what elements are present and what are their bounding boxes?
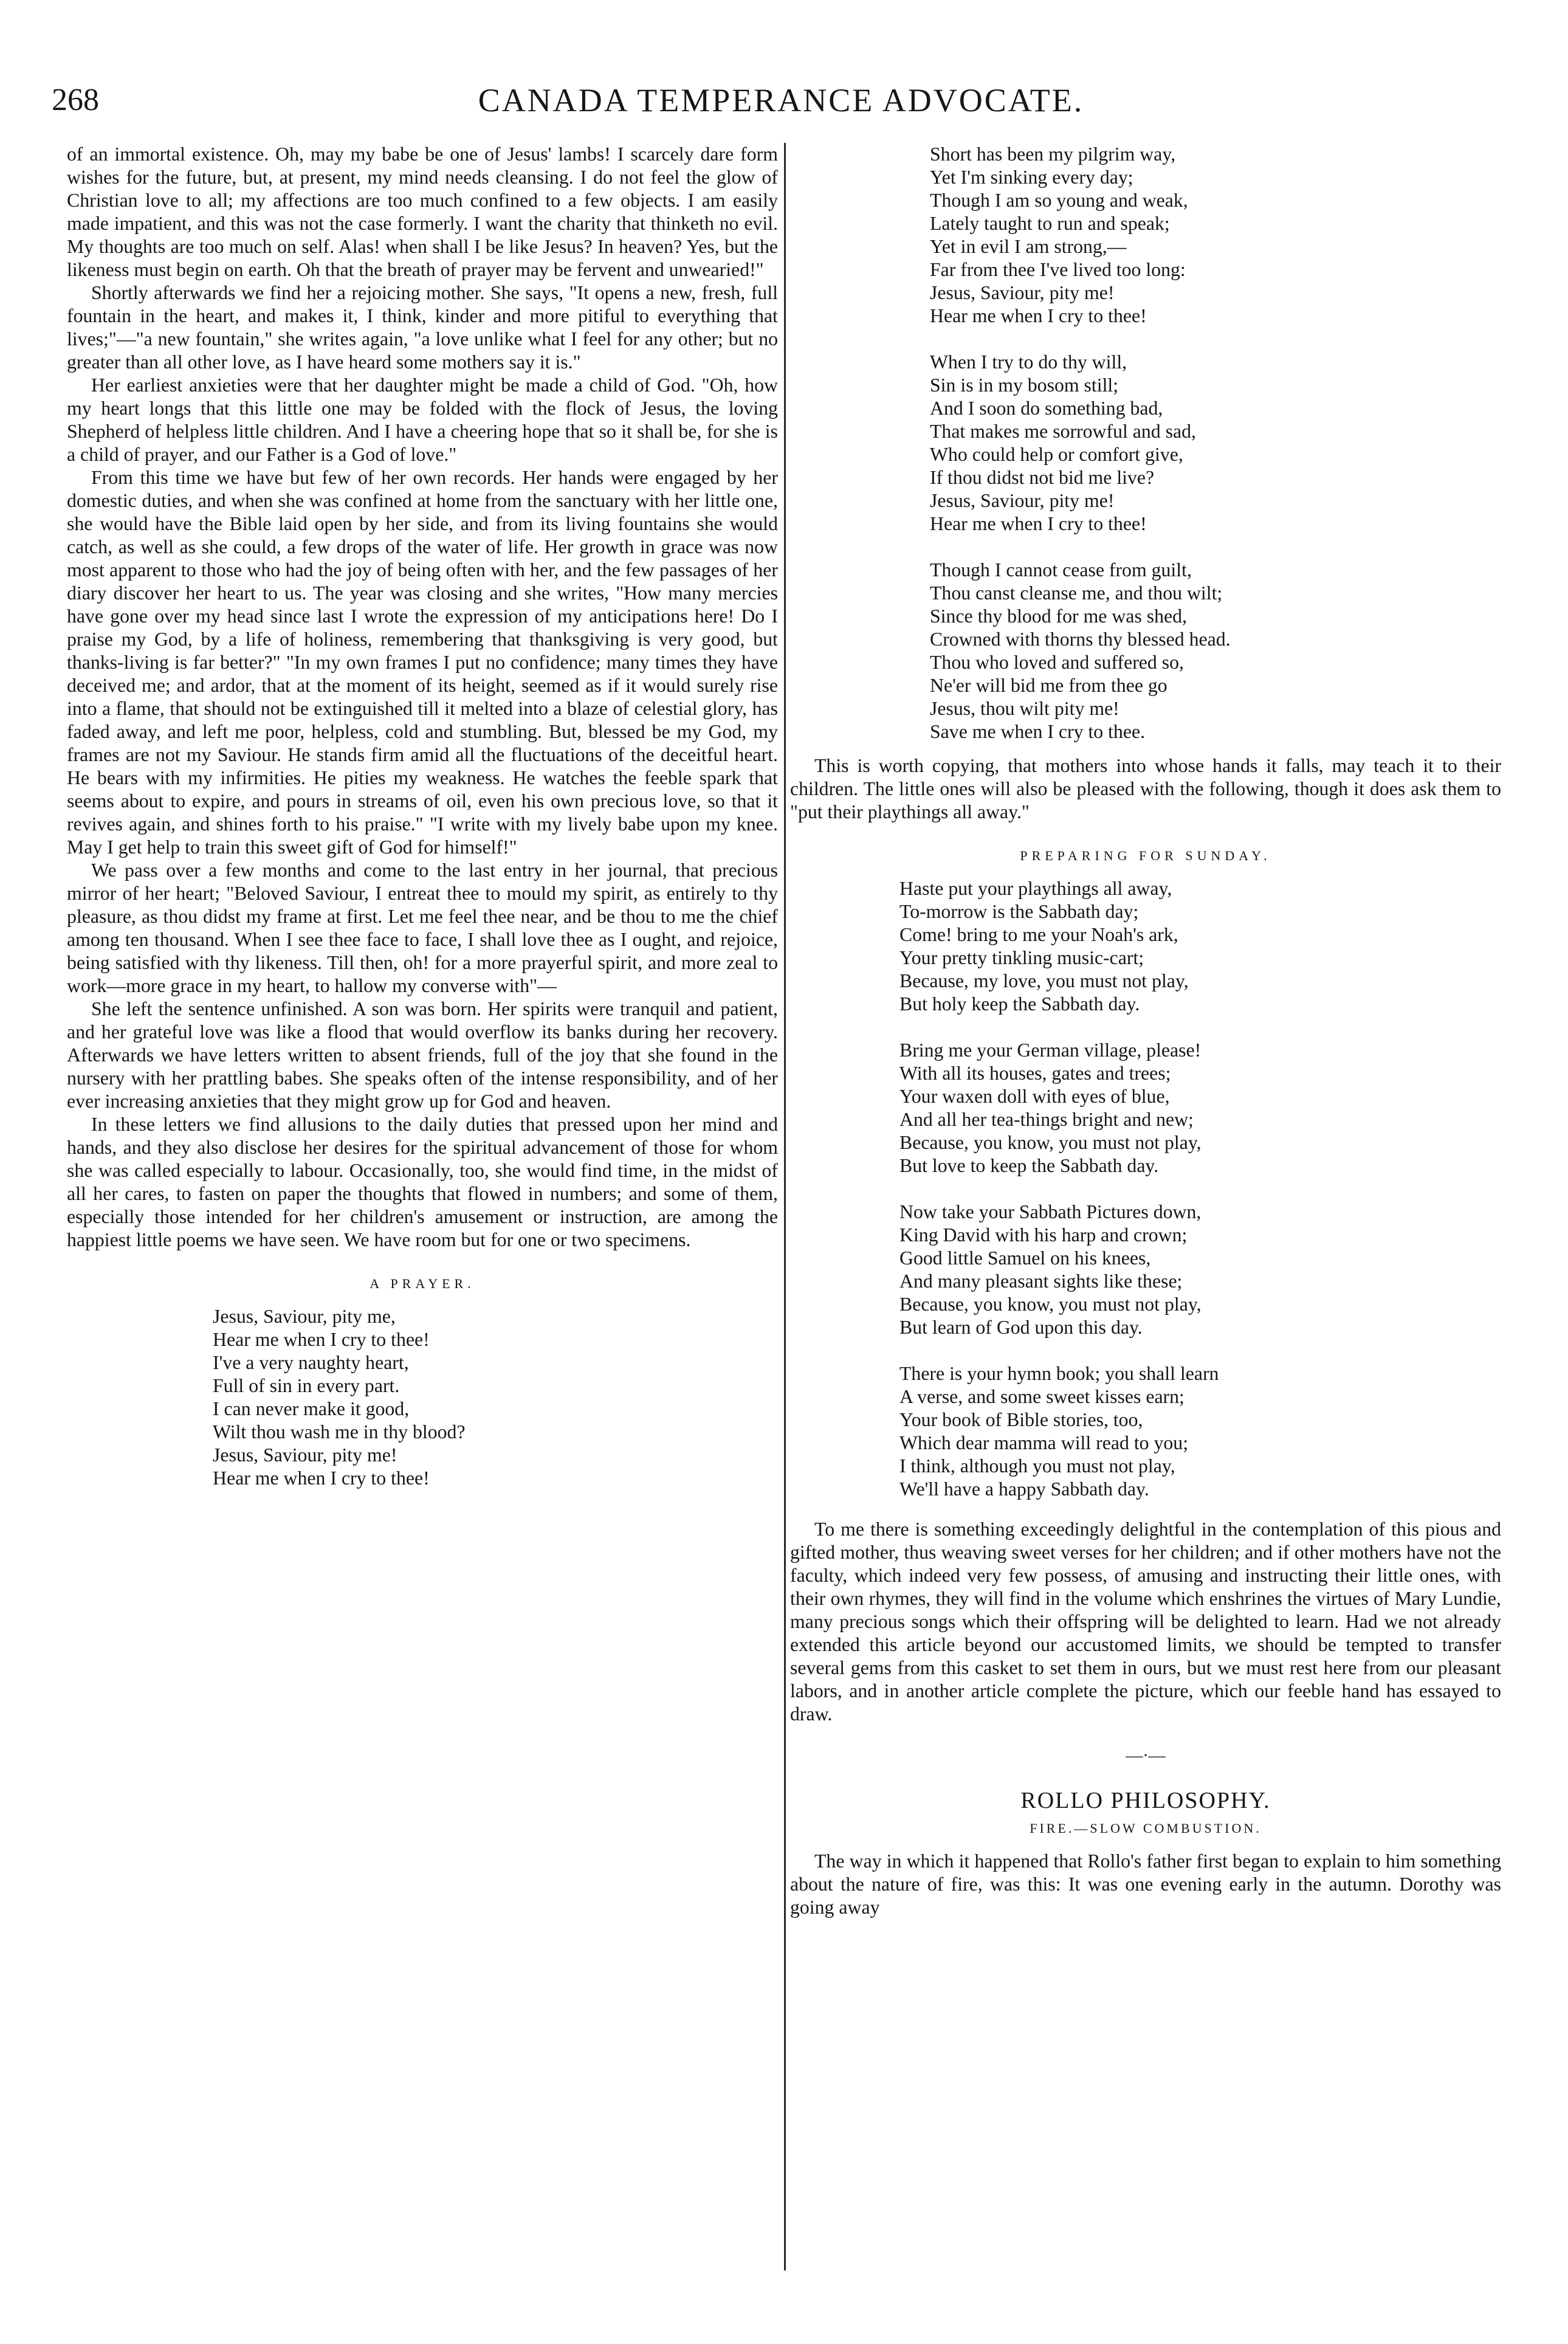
article-paragraph: This is worth copying, that mothers into whose hands it falls, may teach it to their children. The little ones will also be pleased with the following, though it does ask them to "put their playthings all away." (790, 755, 1501, 822)
poem-line: Haste put your playthings all away, (899, 878, 1172, 899)
poem-line: And many pleasant sights like these; (899, 1270, 1183, 1292)
page-number: 268 (52, 83, 99, 117)
article-paragraph: From this time we have but few of her own records. Her hands were engaged by her domestic duties, and when she was confined at home from the sanctuary with her little one, she would have the Bible laid open by her side, and from its living fountains she would catch, as well as she could, a few drops of the water of life. Her growth in grace was now most apparent to those who had the joy of being often with her, and the few passages of her diary discover her heart to us. The year was closing and she writes, "How many mercies have gone over my head since last I wrote the expression of my anticipations here! Do I praise my God, by a life of holiness, remembering that thanksgiving is very good, but thanks-living is far better?" "In my own frames I put no confidence; many times they have deceived me; and ardor, that at the moment of its height, seemed as if it would surely rise into a flame, that should not be extinguished till it melted into a blaze of celestial glory, has faded away, and left me poor, helpless, cold and stumbling. But, blessed be my God, my frames are not my Saviour. He stands firm amid all the fluctuations of the deceitful heart. He bears with my infirmities. He pities my weakness. He watches the feeble spark that seems about to expire, and pours in streams of oil, even his own precious love, so that it revives again, and shines forth to his praise." "I write with my lively babe upon my knee. May I get help to train this sweet gift of God for himself!" (67, 467, 778, 858)
article-paragraph: of an immortal existence. Oh, may my babe be one of Jesus' lambs! I scarcely dare form wishes for the future, but, at present, my mind needs cleansing. I do not feel the glow of Christian love to all; my affections are too much confined to a few objects. I am easily made impatient, and this was not the case formerly. I want the charity that thinketh no evil. My thoughts are too much on self. Alas! when shall I be like Jesus? In heaven? Yes, but the likeness must begin on earth. Oh that the breath of prayer may be fervent and unwearied!" (67, 143, 778, 280)
poem-line: Since thy blood for me was shed, (930, 605, 1188, 627)
poem-line: Who could help or comfort give, (930, 444, 1183, 465)
poem-line: Jesus, Saviour, pity me, (213, 1306, 396, 1327)
poem-line: I think, although you must not play, (899, 1455, 1175, 1477)
poem-line: When I try to do thy will, (930, 351, 1127, 373)
poem-line: There is your hymn book; you shall learn (899, 1363, 1219, 1384)
poem-line: Lately taught to run and speak; (930, 213, 1170, 234)
poem-stanza (899, 1201, 1501, 1339)
poem-line: Jesus, Saviour, pity me! (930, 490, 1115, 511)
poem-stanza (899, 1039, 1501, 1177)
left-column (67, 143, 778, 1513)
poem-line: Thou who loved and suffered so, (930, 652, 1184, 673)
poem-line: Yet in evil I am strong,— (930, 236, 1127, 257)
poem-line: Hear me when I cry to thee! (213, 1467, 430, 1489)
article-paragraph: We pass over a few months and come to the last entry in her journal, that precious mirror of her heart; "Beloved Saviour, I entreat thee to mould my spirit, as entirely to thy pleasure, as thou didst my frame at first. Let me feel thee near, and be thou to me the chief among ten thousand. When I see thee face to face, I shall love thee as I ought, and rejoice, being satisfied with thy likeness. Till then, oh! for a more prayerful spirit, and more zeal to work—more grace in my heart, to hallow my converse with"— (67, 860, 778, 996)
poem-line: Bring me your German village, please! (899, 1039, 1202, 1061)
poem-line: But love to keep the Sabbath day. (899, 1155, 1159, 1176)
poem-line: Your waxen doll with eyes of blue, (899, 1086, 1170, 1107)
poem-line: But holy keep the Sabbath day. (899, 993, 1140, 1015)
poem-stanza (930, 351, 1501, 536)
sunday-heading: PREPARING FOR SUNDAY. (1020, 848, 1271, 863)
poem-line: And all her tea-things bright and new; (899, 1109, 1194, 1130)
right-column (790, 143, 1501, 1919)
article-paragraph: Shortly afterwards we find her a rejoicing mother. She says, "It opens a new, fresh, full fountain in the heart, and makes it, I think, kinder and more pitiful to everything that lives;"—"a new fountain," she writes again, "a love unlike what I feel for any other; but no greater than all other love, as I have heard some mothers say it is." (67, 282, 778, 373)
poem-line: But learn of God upon this day. (899, 1317, 1143, 1338)
poem-stanza (899, 877, 1501, 1016)
rollo-subheading: FIRE.—SLOW COMBUSTION. (1030, 1821, 1262, 1836)
poem-line: Hear me when I cry to thee! (930, 513, 1147, 534)
poem-line: Hear me when I cry to thee! (213, 1329, 430, 1350)
poem-line: Thou canst cleanse me, and thou wilt; (930, 582, 1223, 604)
poem-stanza (930, 559, 1501, 743)
poem-line: Jesus, Saviour, pity me! (213, 1444, 397, 1466)
poem-stanza (899, 1362, 1501, 1501)
poem-line: Now take your Sabbath Pictures down, (899, 1201, 1202, 1222)
poem-line: Wilt thou wash me in thy blood? (213, 1421, 466, 1443)
prayer-heading: A PRAYER. (370, 1276, 475, 1291)
poem-line: If thou didst not bid me live? (930, 467, 1155, 488)
poem-line: Save me when I cry to thee. (930, 721, 1146, 742)
poem-line: Sin is in my bosom still; (930, 374, 1119, 396)
poem-line: That makes me sorrowful and sad, (930, 421, 1196, 442)
article-paragraph: She left the sentence unfinished. A son was born. Her spirits were tranquil and patient, and her grateful love was like a flood that would overflow its banks during her recovery. Afterwards we have letters written to absent friends, full of the joy that she found in the nursery with her prattling babes. She speaks often of the intense responsibility, and of her ever increasing anxieties that they might grow up for God and heaven. (67, 998, 778, 1112)
poem-line: Which dear mamma will read to you; (899, 1432, 1189, 1453)
poem-line: I've a very naughty heart, (213, 1352, 409, 1373)
poem-line: Yet I'm sinking every day; (930, 167, 1133, 188)
poem-line: Your book of Bible stories, too, (899, 1409, 1143, 1430)
poem-line: Full of sin in every part. (213, 1375, 400, 1396)
poem-line: Though I cannot cease from guilt, (930, 559, 1192, 581)
poem-line: To-morrow is the Sabbath day; (899, 901, 1139, 922)
sunday-poem (899, 877, 1501, 1501)
poem-line: I can never make it good, (213, 1398, 410, 1419)
article-paragraph: To me there is something exceedingly delightful in the contemplation of this pious and gifted mother, thus weaving sweet verses for her children; and if other mothers have not the faculty, which indeed very few possess, of amusing and instructing their little ones, with their own rhymes, they will find in the volume which enshrines the virtues of Mary Lundie, many precious songs which their offspring will be delighted to learn. Had we not already extended this article beyond our accustomed limits, we should be tempted to transfer several gems from this casket to set them in ours, but we must rest here from our pleasant labors, and in another article complete the picture, which our feeble hand has essayed to draw. (790, 1518, 1501, 1725)
poem-line: Hear me when I cry to thee! (930, 305, 1147, 326)
poem-line: Though I am so young and weak, (930, 190, 1188, 211)
poem-line: Jesus, Saviour, pity me! (930, 282, 1115, 303)
article-paragraph: In these letters we find allusions to the daily duties that pressed upon her mind and hands, and they also disclose her desires for the spiritual advancement of those for whom she was called especially to labour. Occasionally, too, she would find time, in the midst of all her cares, to fasten on paper the thoughts that flowed in numbers; and some of them, especially those intended for her children's amusement or instruction, are among the happiest little poems we have seen. We have room but for one or two specimens. (67, 1114, 778, 1250)
poem-line: Good little Samuel on his knees, (899, 1247, 1151, 1269)
poem-line: Because, you know, you must not play, (899, 1294, 1202, 1315)
poem-line: Short has been my pilgrim way, (930, 143, 1176, 165)
poem-stanza (930, 143, 1501, 328)
poem-stanza (213, 1305, 778, 1490)
poem-line: With all its houses, gates and trees; (899, 1063, 1171, 1084)
poem-line: Ne'er will bid me from thee go (930, 675, 1167, 696)
prayer-poem (213, 1305, 778, 1490)
column-divider (784, 143, 786, 2270)
article-paragraph: Her earliest anxieties were that her daughter might be made a child of God. "Oh, how my heart longs that this little one may be folded with the flock of Jesus, the loving Shepherd of helpless little children. And I have a cheering hope that so it shall be, for she is a child of prayer, and our Father is a God of love." (67, 374, 778, 465)
poem-line: Come! bring to me your Noah's ark, (899, 924, 1178, 945)
rollo-heading: ROLLO PHILOSOPHY. (1020, 1788, 1271, 1813)
poem-line: Far from thee I've lived too long: (930, 259, 1186, 280)
poem-line: Jesus, thou wilt pity me! (930, 698, 1119, 719)
journal-title: CANADA TEMPERANCE ADVOCATE. (478, 82, 1084, 119)
prayer-poem-continued (930, 143, 1501, 743)
poem-line: Your pretty tinkling music-cart; (899, 947, 1144, 968)
poem-line: And I soon do something bad, (930, 398, 1163, 419)
running-head (52, 79, 1510, 122)
poem-line: A verse, and some sweet kisses earn; (899, 1386, 1185, 1407)
article-paragraph: The way in which it happened that Rollo's father first began to explain to him something about the nature of fire, was this: It was one evening early in the autumn. Dorothy was going away (790, 1850, 1501, 1918)
poem-line: Crowned with thorns thy blessed head. (930, 629, 1231, 650)
poem-line: We'll have a happy Sabbath day. (899, 1478, 1149, 1500)
poem-line: King David with his harp and crown; (899, 1224, 1188, 1246)
poem-line: Because, you know, you must not play, (899, 1132, 1202, 1153)
section-divider-ornament: —·— (1126, 1746, 1166, 1765)
poem-line: Because, my love, you must not play, (899, 970, 1189, 991)
